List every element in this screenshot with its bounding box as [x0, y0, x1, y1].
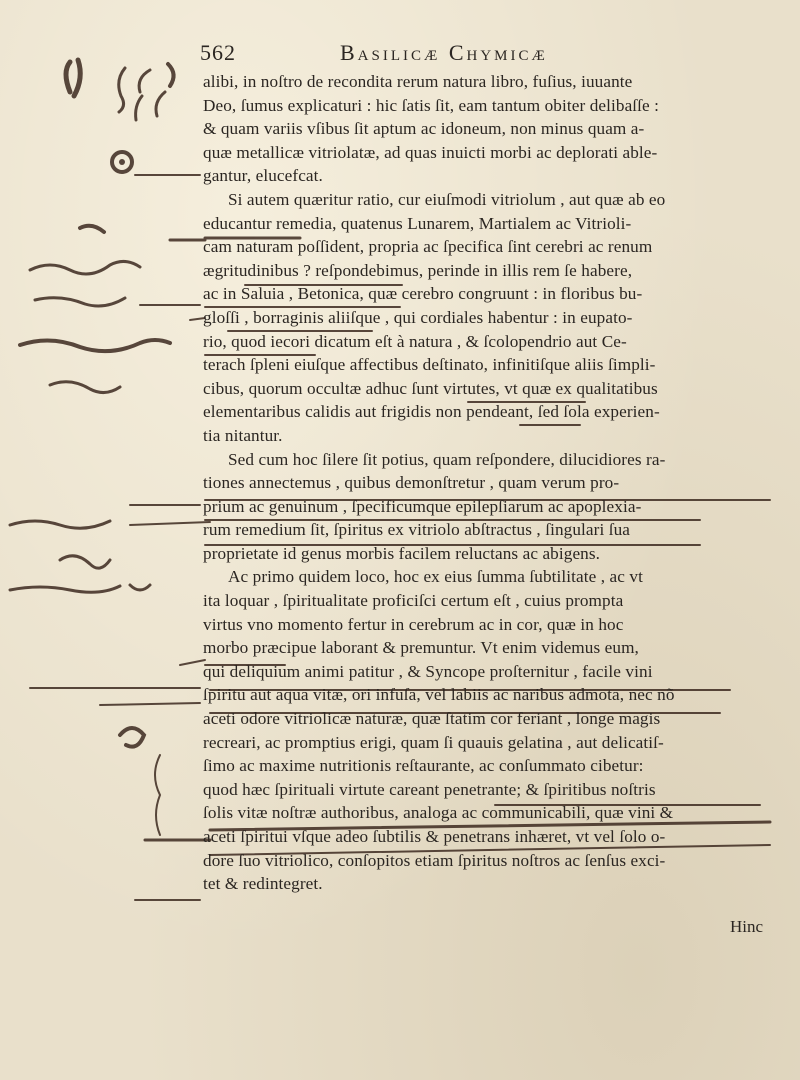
text-line: alibi, in noſtro de recondita rerum natura libro, fuſius, iuuante	[203, 72, 633, 91]
text-line: ſolis vitæ noſtræ authoribus, analoga ac communicabili, quæ vini &	[203, 803, 674, 823]
paragraph	[203, 565, 768, 895]
text-line: ſimo ac maxime nutritionis reſtaurante, ac conſummato cibetur:	[203, 756, 644, 776]
text-line: aceti odore vitriolicæ naturæ, quæ ſtatim cor feriant , longe magis	[203, 709, 661, 729]
text-line: aceti ſpiritui vſque adeo ſubtilis & penetrans inhæret, vt vel ſolo o-	[203, 827, 666, 846]
text-line: Deo, ſumus explicaturi : hic ſatis ſit, eam tantum obiter delibaſſe :	[203, 95, 660, 115]
text-line: Ac primo quidem loco, hoc ex eius ſumma ſubtilitate , ac vt	[228, 567, 643, 587]
text-line: proprietate id genus morbis facilem reluctans ac abigens.	[203, 543, 601, 563]
text-line: tiones annectemus , quibus demonſtretur , quam verum pro-	[203, 473, 620, 493]
text-line: & quam variis vſibus ſit aptum ac idoneum, non minus quam a-	[203, 119, 645, 139]
text-line: prium ac genuinum , ſpecificumque epilepſiarum ac apoplexia-	[203, 496, 642, 516]
text-line: ſpiritu aut aqua vitæ, ori infuſa, vel labiis ac naribus admota, nec nõ	[203, 685, 675, 705]
text-line: tia nitantur.	[203, 425, 283, 445]
text-line: Sed cum hoc ſilere ſit potius, quam reſpondere, dilucidiores ra-	[228, 449, 666, 469]
paragraph	[203, 188, 768, 448]
body-text	[203, 70, 768, 896]
text-line: virtus vno momento fertur in cerebrum ac in cor, quæ in hoc	[203, 614, 624, 634]
page-number: 562	[200, 40, 236, 65]
text-line: ita loquar , ſpiritualitate proficiſci certum eſt , cuius prompta	[203, 591, 624, 611]
text-line: gloſſi , borraginis aliiſque , qui cordiales habentur : in eupato-	[203, 307, 633, 327]
text-line: rio, quod iecori dicatum eſt à natura , & ſcolopendrio aut Ce-	[203, 331, 627, 351]
text-line: morbo præcipue laborant & premuntur. Vt enim videmus eum,	[203, 638, 639, 658]
text-line: cibus, quorum occultæ adhuc ſunt virtutes, vt quæ ex qualitatibus	[203, 378, 658, 398]
text-line: rum remedium ſit, ſpiritus ex vitriolo abſtractus , ſingulari ſua	[203, 520, 631, 540]
text-line: educantur remedia, quatenus Lunarem, Martialem ac Vitrioli-	[203, 213, 632, 233]
text-line: tet & redintegret.	[203, 874, 323, 894]
text-line: quod hæc ſpirituali virtute careant penetrante; & ſpiritibus noſtris	[203, 779, 656, 799]
text-line: quæ metallicæ vitriolatæ, ad quas inuicti morbi ac deplorati able-	[203, 142, 658, 162]
text-line: gantur, elucefcat.	[203, 166, 323, 186]
text-line: cam naturam poſſident, propria ac ſpecifica ſint cerebri ac renum	[203, 237, 653, 257]
text-line: qui deliquium animi patitur , & Syncope proſternitur , facile vini	[203, 661, 653, 681]
page-header	[200, 40, 760, 68]
paragraph	[203, 448, 768, 566]
text-line: Si autem quæritur ratio, cur eiuſmodi vitriolum , aut quæ ab eo	[228, 189, 666, 209]
catchword: Hinc	[730, 917, 764, 936]
text-line: ægritudinibus ? reſpondebimus, perinde in illis rem ſe habere,	[203, 260, 633, 280]
text-line: recreari, ac promptius erigi, quam ſi quauis gelatina , aut delicatiſ-	[203, 732, 664, 752]
text-line: ac in Saluia , Betonica, quæ cerebro congruunt : in floribus bu-	[203, 284, 643, 304]
text-line: elementaribus calidis aut frigidis non pendeant, ſed ſola experien-	[203, 402, 660, 422]
text-line: terach ſpleni eiuſque affectibus deſtinato, infinitiſque aliis ſimpli-	[203, 355, 656, 375]
text-line: dore ſuo vitriolico, conſopitos etiam ſpiritus noſtros ac ſenſus exci-	[203, 850, 666, 870]
paragraph	[203, 70, 768, 188]
running-title: Basilicæ Chymicæ	[340, 40, 548, 65]
